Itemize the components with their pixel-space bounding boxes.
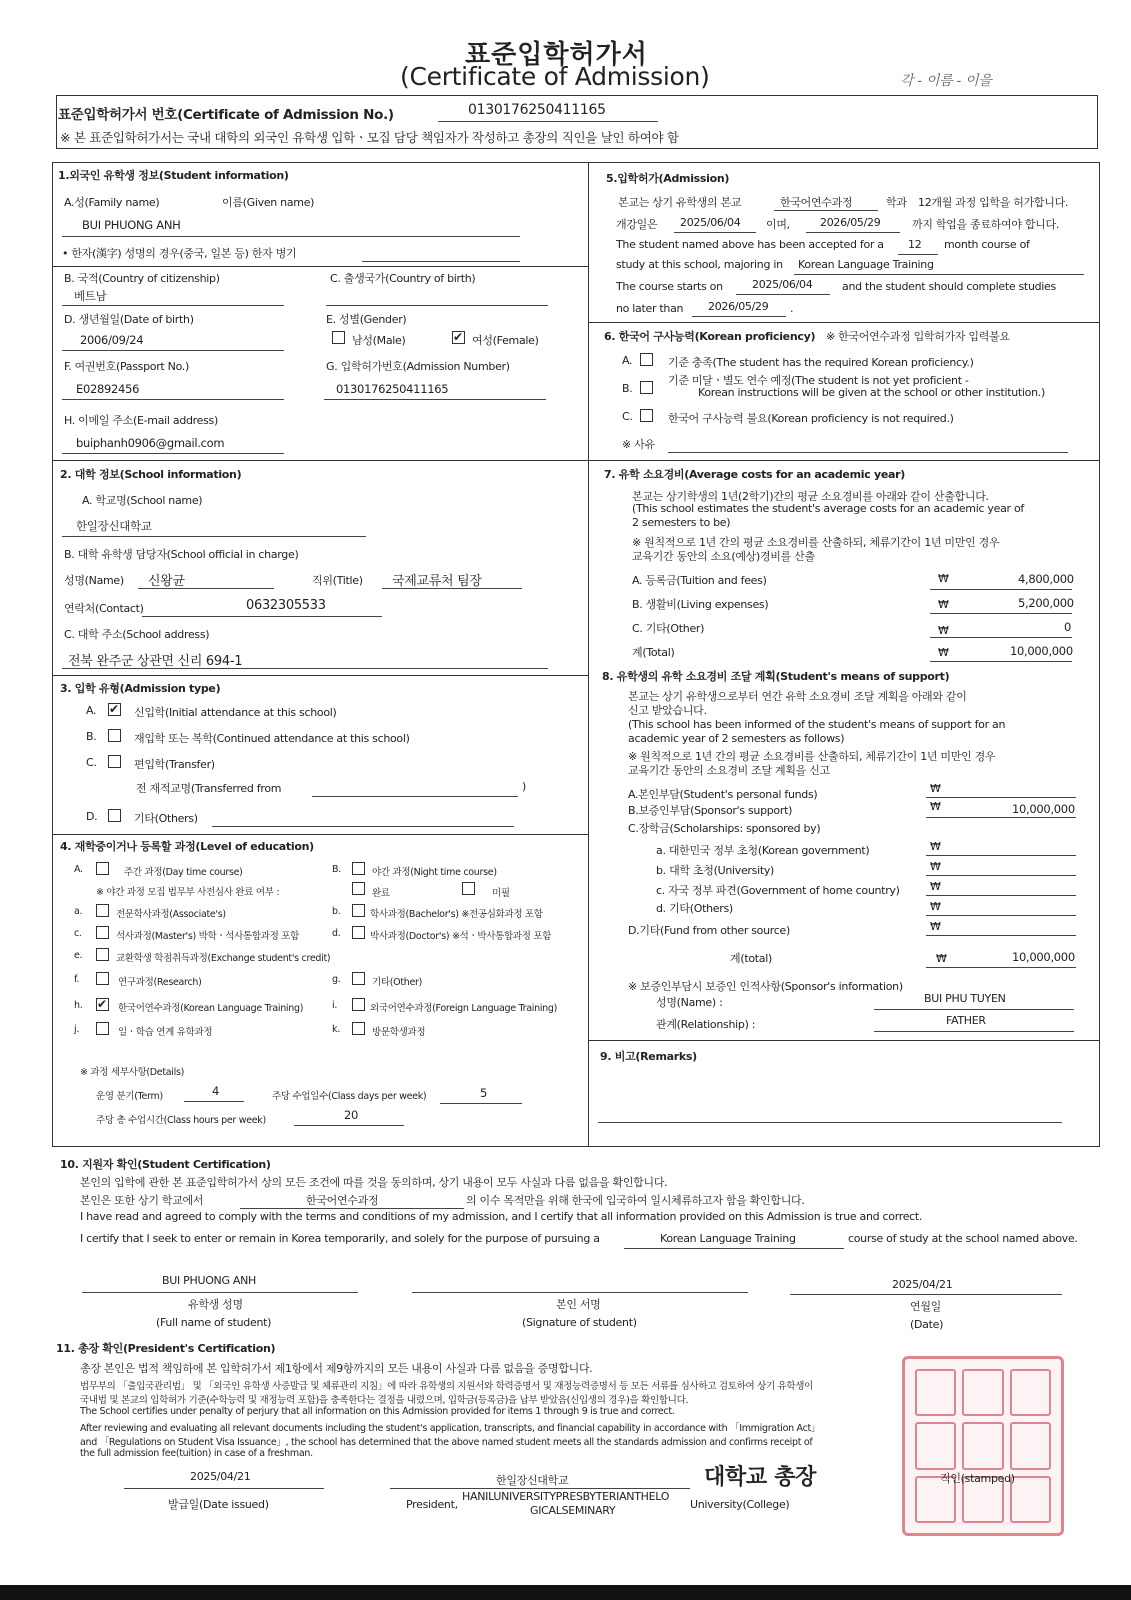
full-name-ko: 유학생 성명 — [188, 1298, 243, 1311]
s4-letter: c. — [74, 928, 82, 939]
work-study-checkbox[interactable] — [96, 1022, 109, 1035]
transfer-checkbox[interactable] — [108, 755, 121, 768]
work-study-label: 일ㆍ학습 연계 유학과정 — [118, 1027, 213, 1038]
s3-letter-d: D. — [86, 810, 98, 823]
s7-desc3: 2 semesters to be) — [632, 516, 731, 529]
s5-en2: study at this school, majoring in — [616, 258, 783, 271]
section4-title: 4. 재학중이거나 등록할 과정(Level of education) — [60, 840, 314, 853]
exchange-checkbox[interactable] — [96, 948, 109, 961]
review-done-checkbox[interactable] — [352, 882, 365, 895]
cost-row-value: 5,200,000 — [1018, 596, 1074, 610]
other-course-checkbox[interactable] — [352, 972, 365, 985]
signature-ko: 본인 서명 — [556, 1298, 601, 1311]
s4-letter: g. — [332, 974, 341, 985]
s8-desc1: 본교는 상기 유학생으로부터 연간 유학 소요경비 조달 계획을 아래와 같이 — [628, 690, 967, 703]
section5-title: 5.입학허가(Admission) — [606, 172, 730, 185]
title-english: (Certificate of Admission) — [400, 62, 710, 91]
section8-title: 8. 유학생의 유학 소요경비 조달 계획(Student's means of support) — [602, 670, 950, 683]
won-sign: ₩ — [930, 900, 941, 913]
s11-line3: 국내법 및 본교의 입학허가 기준(수학능력 및 재정능력 포함)을 충족한다는 결정을 내렸으며, 입학금(등록금)을 납부 받았음(신입생의 경우)을 확인합니다. — [80, 1395, 689, 1406]
cert-no-value: 0130176250411165 — [468, 102, 606, 118]
not-required-checkbox[interactable] — [640, 409, 653, 422]
relationship-label: 관계(Relationship) : — [656, 1018, 756, 1031]
s10-line2b: 의 이수 목적만을 위해 한국에 입국하여 일시체류하고자 함을 확인합니다. — [466, 1194, 805, 1207]
visiting-label: 방문학생과정 — [372, 1027, 426, 1038]
s8-desc5: ※ 원칙적으로 1년 간의 평균 소요경비를 산출하되, 체류기간이 1년 미만인 경우 — [628, 750, 996, 763]
email-value: buiphanh0906@gmail.com — [76, 436, 225, 450]
sponsor-support-label: B.보증인부담(Sponsor's support) — [628, 804, 793, 817]
s10-line2a: 본인은 또한 상기 학교에서 — [80, 1194, 204, 1207]
s10-line1: 본인의 입학에 관한 본 표준입학허가서 상의 모든 조건에 따를 것을 동의하며, 상기 내용이 모두 사실과 다름 없음을 확인합니다. — [80, 1176, 668, 1189]
s8-desc6: 교육기간 동안의 소요경비 조달 계획을 신고 — [628, 764, 830, 777]
school-name-en2: GICALSEMINARY — [530, 1504, 616, 1517]
full-name-en: (Full name of student) — [156, 1316, 272, 1329]
initial-attendance-checkbox[interactable] — [108, 703, 121, 716]
female-label: 여성(Female) — [472, 334, 539, 347]
s3-letter-b: B. — [86, 730, 97, 743]
s3-letter-c: C. — [86, 756, 97, 769]
s4-letter: f. — [74, 974, 80, 985]
s6-letter: B. — [622, 382, 633, 395]
cert-notice: ※ 본 표준입학허가서는 국내 대학의 외국인 유학생 입학ㆍ모집 담당 책임자가 작성하고 총장의 직인을 날인 하여야 함 — [60, 130, 679, 145]
s11-line1: 총장 본인은 법적 책임하에 본 입학허가서 제1항에서 제9항까지의 모든 내용이 사실과 다름 없음을 증명합니다. — [80, 1362, 593, 1375]
s5-en3: The course starts on — [616, 280, 723, 293]
master-checkbox[interactable] — [96, 926, 109, 939]
s8-desc3: (This school has been informed of the student's means of support for an — [628, 718, 1006, 731]
initial-attendance-label: 신입학(Initial attendance at this school) — [134, 706, 337, 719]
cost-row-value: 4,800,000 — [1018, 572, 1074, 586]
scholarship-label: C.장학금(Scholarships: sponsored by) — [628, 822, 821, 835]
won-sign: ₩ — [930, 840, 941, 853]
school-name-value: 한일장신대학교 — [76, 519, 152, 533]
section1-title: 1.외국인 유학생 정보(Student information) — [58, 169, 289, 182]
official-title-label: 직위(Title) — [312, 574, 363, 587]
admission-number-label: G. 입학허가번호(Admission Number) — [326, 360, 510, 373]
s5-line1b: 학과 — [886, 196, 907, 209]
proficient-checkbox[interactable] — [640, 353, 653, 366]
sponsor-name-value: BUI PHU TUYEN — [924, 992, 1006, 1005]
address-value: 전북 완주군 상관면 신리 694-1 — [68, 654, 243, 669]
cost-row-label: A. 등록금(Tuition and fees) — [632, 574, 767, 587]
section9-title: 9. 비고(Remarks) — [600, 1050, 697, 1063]
s4-letter: b. — [332, 906, 341, 917]
s5-en3b: and the student should complete studies — [842, 280, 1056, 293]
s5-line2c: 까지 학업을 종료하여야 합니다. — [912, 218, 1060, 231]
s4-letter: d. — [332, 928, 341, 939]
s7-desc1: 본교는 상기학생의 1년(2학기)간의 평균 소요경비를 아래와 같이 산출합니다. — [632, 490, 989, 503]
s8-desc4: academic year of 2 semesters as follows) — [628, 732, 845, 745]
s5-course-ko: 한국어연수과정 — [780, 196, 853, 209]
s5-en4: no later than — [616, 302, 684, 315]
doctor-label: 박사과정(Doctor's) ※석ㆍ박사통합과정 포함 — [370, 931, 552, 942]
s8-desc2: 신고 받았습니다. — [628, 704, 707, 717]
school-name-label: A. 학교명(School name) — [82, 494, 203, 507]
major-value: Korean Language Training — [798, 258, 934, 271]
s7-desc4: ※ 원칙적으로 1년 간의 평균 소요경비를 산출하되, 체류기간이 1년 미만인 경우 — [632, 536, 1000, 549]
research-checkbox[interactable] — [96, 972, 109, 985]
support-total-value: 10,000,000 — [1012, 950, 1075, 964]
scholarship-others-label: d. 기타(Others) — [656, 902, 733, 915]
birth-country-label: C. 출생국가(Country of birth) — [330, 272, 476, 285]
won-sign: ₩ — [938, 598, 949, 611]
s11-line7: the full admission fee(tuition) in case of a freshman. — [80, 1448, 313, 1459]
continued-attendance-label: 재입학 또는 복학(Continued attendance at this school) — [134, 732, 410, 745]
associate-checkbox[interactable] — [96, 904, 109, 917]
s11-line2: 법무부의 「출입국관리법」 및 「외국인 유학생 사증발급 및 체류관리 지침」에 따라 유학생의 지원서와 학력증명서 및 재정능력증명서 등 모든 서류를 심사하고 검토하여 상기 유학생이 — [80, 1381, 814, 1392]
gender-label: E. 성별(Gender) — [326, 313, 407, 326]
s4-letter: B. — [332, 864, 341, 875]
cost-row-label: B. 생활비(Living expenses) — [632, 598, 769, 611]
address-label: C. 대학 주소(School address) — [64, 628, 210, 641]
s11-line6: and 「Regulations on Student Visa Issuance」, the school has determined that the above named student meets all the standards admission and confirms receipt of — [80, 1437, 813, 1448]
bachelor-label: 학사과정(Bachelor's) ※전공심화과정 포함 — [370, 909, 543, 920]
s5-line2b: 이며, — [766, 218, 790, 231]
sponsor-info-label: ※ 보증인부담시 보증인 인적사항(Sponsor's information) — [628, 980, 903, 993]
university-label: b. 대학 초청(University) — [656, 864, 775, 877]
school-name-en1: HANILUNIVERSITYPRESBYTERIANTHELO — [462, 1490, 670, 1503]
continued-attendance-checkbox[interactable] — [108, 729, 121, 742]
s5-en1: The student named above has been accepted for a — [616, 238, 884, 251]
issue-date-value: 2025/04/21 — [190, 1470, 251, 1483]
contact-value: 0632305533 — [246, 598, 326, 613]
class-hours-value: 20 — [344, 1108, 359, 1122]
relationship-value: FATHER — [946, 1014, 986, 1027]
foreign-training-checkbox[interactable] — [352, 998, 365, 1011]
official-name-value: 신왕균 — [148, 574, 185, 589]
cost-row-label: 계(Total) — [632, 646, 675, 659]
review-notdone-checkbox[interactable] — [462, 882, 475, 895]
section6-note: ※ 한국어연수과정 입학허가자 입력불요 — [826, 330, 1010, 343]
cost-row-label: C. 기타(Other) — [632, 622, 705, 635]
passport-value: E02892456 — [76, 382, 140, 396]
contact-label: 연락처(Contact) — [64, 602, 144, 615]
date-ko: 연월일 — [910, 1300, 941, 1313]
hanja-label: • 한자(漢字) 성명의 경우(중국, 일본 등) 한자 병기 — [62, 247, 297, 260]
s4-letter: A. — [74, 864, 83, 875]
home-gov-label: c. 자국 정부 파견(Government of home country) — [656, 884, 900, 897]
s7-desc5: 교육기간 동안의 소요(예상)경비를 산출 — [632, 550, 815, 563]
cert-no-label: 표준입학허가서 번호(Certificate of Admission No.) — [58, 107, 394, 123]
s6-letter: A. — [622, 354, 633, 367]
others-label: 기타(Others) — [134, 812, 198, 825]
s5-en1b: month course of — [944, 238, 1030, 251]
handwritten-note: 각 - 이름 - 이을 — [900, 73, 992, 89]
visiting-checkbox[interactable] — [352, 1022, 365, 1035]
female-checkbox[interactable] — [452, 331, 465, 344]
student-full-name: BUI PHUONG ANH — [162, 1274, 257, 1287]
details-label: ※ 과정 세부사항(Details) — [80, 1067, 185, 1078]
term-label: 운영 분기(Term) — [96, 1091, 163, 1102]
dob-value: 2006/09/24 — [80, 333, 144, 347]
support-total-label: 계(total) — [730, 952, 772, 965]
night-note-label: ※ 야간 과정 모집 법무부 사전심사 완료 여부 : — [96, 887, 280, 898]
s6-letter: C. — [622, 410, 633, 423]
section7-title: 7. 유학 소요경비(Average costs for an academic year) — [604, 468, 905, 481]
won-sign: ₩ — [938, 572, 949, 585]
won-sign: ₩ — [936, 952, 947, 965]
night-course-label: 야간 과정(Night time course) — [372, 867, 497, 878]
s5-line1a: 본교는 상기 유학생의 본교 — [618, 196, 742, 209]
associate-label: 전문학사과정(Associate's) — [116, 909, 226, 920]
date-en: (Date) — [910, 1318, 944, 1331]
s10-course-ko: 한국어연수과정 — [306, 1194, 379, 1207]
passport-label: F. 여권번호(Passport No.) — [64, 360, 189, 373]
others-checkbox[interactable] — [108, 809, 121, 822]
male-checkbox[interactable] — [332, 331, 345, 344]
s7-desc2: (This school estimates the student's average costs for an academic year of — [632, 502, 1024, 515]
day-course-checkbox[interactable] — [96, 862, 109, 875]
dob-label: D. 생년월일(Date of birth) — [64, 313, 194, 326]
sponsor-name-label: 성명(Name) : — [656, 996, 723, 1009]
s11-line4: The School certifies under penalty of perjury that all information on this Admission provided for items 1 through 9 is true and correct. — [80, 1406, 675, 1417]
personal-funds-label: A.본인부담(Student's personal funds) — [628, 788, 818, 801]
student-name-value: BUI PHUONG ANH — [82, 218, 181, 232]
master-label: 석사과정(Master's) 박학ㆍ석사통합과정 포함 — [116, 931, 300, 942]
s3-letter-a: A. — [86, 704, 97, 717]
official-title-value: 국제교류처 팀장 — [392, 574, 482, 589]
not-required-label: 한국어 구사능력 불요(Korean proficiency is not required.) — [668, 412, 954, 425]
family-name-label: A.성(Family name) — [64, 196, 160, 209]
s10-line4a: I certify that I seek to enter or remain in Korea temporarily, and solely for the purpose of pursuing a — [80, 1232, 600, 1245]
s10-course-en: Korean Language Training — [660, 1232, 796, 1245]
korean-gov-label: a. 대한민국 정부 초청(Korean government) — [656, 844, 870, 857]
won-sign: ₩ — [930, 800, 941, 813]
korean-training-label: 한국어연수과정(Korean Language Training) — [118, 1003, 304, 1014]
term-value: 4 — [212, 1084, 220, 1098]
transfer-label: 편입학(Transfer) — [134, 758, 215, 771]
other-source-label: D.기타(Fund from other source) — [628, 924, 790, 937]
won-sign: ₩ — [930, 782, 941, 795]
email-label: H. 이메일 주소(E-mail address) — [64, 414, 218, 427]
student-date: 2025/04/21 — [892, 1278, 953, 1291]
s5-line2a: 개강일은 — [616, 218, 658, 231]
start-date-ko: 2025/06/04 — [680, 216, 741, 229]
doctor-checkbox[interactable] — [352, 926, 365, 939]
s5-months-ko: 12개월 과정 입학을 허가합니다. — [918, 196, 1069, 209]
s4-letter: h. — [74, 1000, 83, 1011]
admission-number-value: 0130176250411165 — [336, 382, 449, 396]
class-days-value: 5 — [480, 1086, 488, 1100]
president-label: President, — [406, 1498, 458, 1511]
start-date-en: 2025/06/04 — [752, 278, 813, 291]
s11-line5: After reviewing and evaluating all relevant documents including the student's application, transcripts, and financial capability in accordance with 「Immigration Act」 — [80, 1423, 821, 1434]
end-date-en: 2026/05/29 — [708, 300, 769, 313]
foreign-training-label: 외국어연수과정(Foreign Language Training) — [370, 1003, 558, 1014]
not-proficient-label2: Korean instructions will be given at the school or other institution.) — [698, 386, 1045, 399]
won-sign: ₩ — [930, 880, 941, 893]
bottom-scanner-edge — [0, 1585, 1131, 1600]
review-notdone-label: 미필 — [492, 888, 510, 899]
section10-title: 10. 지원자 확인(Student Certification) — [60, 1158, 271, 1171]
citizenship-label: B. 국적(Country of citizenship) — [64, 272, 220, 285]
university-college-label: University(College) — [690, 1498, 790, 1511]
s4-letter: j. — [74, 1024, 80, 1035]
exchange-label: 교환학생 학점취득과정(Exchange student's credit) — [116, 953, 331, 964]
transferred-from-label: 전 재적교명(Transferred from — [136, 782, 282, 795]
course-months: 12 — [908, 238, 922, 251]
title-korean: 표준입학허가서 — [465, 40, 648, 70]
class-hours-label: 주당 총 수업시간(Class hours per week) — [96, 1115, 266, 1126]
given-name-label: 이름(Given name) — [222, 196, 315, 209]
section2-title: 2. 대학 정보(School information) — [60, 468, 242, 481]
reason-label: ※ 사유 — [622, 438, 655, 451]
end-date-ko: 2026/05/29 — [820, 216, 881, 229]
bachelor-checkbox[interactable] — [352, 904, 365, 917]
s4-letter: k. — [332, 1024, 340, 1035]
korean-training-checkbox[interactable] — [96, 998, 109, 1011]
section11-title: 11. 총장 확인(President's Certification) — [56, 1342, 276, 1355]
s4-letter: i. — [332, 1000, 338, 1011]
won-sign: ₩ — [938, 624, 949, 637]
issue-date-label: 발급일(Date issued) — [168, 1498, 269, 1511]
s10-line3: I have read and agreed to comply with the terms and conditions of my admission, and I certify that all information provided on this Admission is true and correct. — [80, 1210, 923, 1223]
sponsor-support-value: 10,000,000 — [1012, 802, 1075, 816]
day-course-label: 주간 과정(Day time course) — [124, 867, 243, 878]
not-proficient-checkbox[interactable] — [640, 381, 653, 394]
class-days-label: 주당 수업일수(Class days per week) — [272, 1091, 427, 1102]
s4-letter: e. — [74, 950, 83, 961]
school-name-ko: 한일장신대학교 — [496, 1474, 569, 1487]
review-done-label: 완료 — [372, 888, 390, 899]
won-sign: ₩ — [938, 646, 949, 659]
official-label: B. 대학 유학생 담당자(School official in charge) — [64, 548, 299, 561]
president-title: 대학교 총장 — [704, 1465, 817, 1490]
s5-period: . — [790, 302, 794, 315]
transferred-from-close: ) — [522, 780, 526, 793]
night-course-checkbox[interactable] — [352, 862, 365, 875]
male-label: 남성(Male) — [352, 334, 406, 347]
stamp-label: 직인(stamped) — [940, 1472, 1015, 1485]
official-name-label: 성명(Name) — [64, 574, 124, 587]
signature-en: (Signature of student) — [522, 1316, 637, 1329]
section3-title: 3. 입학 유형(Admission type) — [60, 682, 221, 695]
s10-line4b: course of study at the school named above. — [848, 1232, 1078, 1245]
won-sign: ₩ — [930, 860, 941, 873]
cost-row-value: 10,000,000 — [1010, 644, 1073, 658]
not-proficient-label1: 기준 미달ㆍ별도 연수 예정(The student is not yet proficient - — [668, 374, 969, 387]
other-course-label: 기타(Other) — [372, 977, 423, 988]
s4-letter: a. — [74, 906, 83, 917]
research-label: 연구과정(Research) — [118, 977, 202, 988]
official-seal-icon — [902, 1356, 1064, 1536]
citizenship-value: 베트남 — [74, 289, 107, 303]
section6-title: 6. 한국어 구사능력(Korean proficiency) — [604, 330, 816, 343]
proficient-label: 기준 충족(The student has the required Korean proficiency.) — [668, 356, 974, 369]
cost-row-value: 0 — [1064, 620, 1072, 634]
won-sign: ₩ — [930, 920, 941, 933]
